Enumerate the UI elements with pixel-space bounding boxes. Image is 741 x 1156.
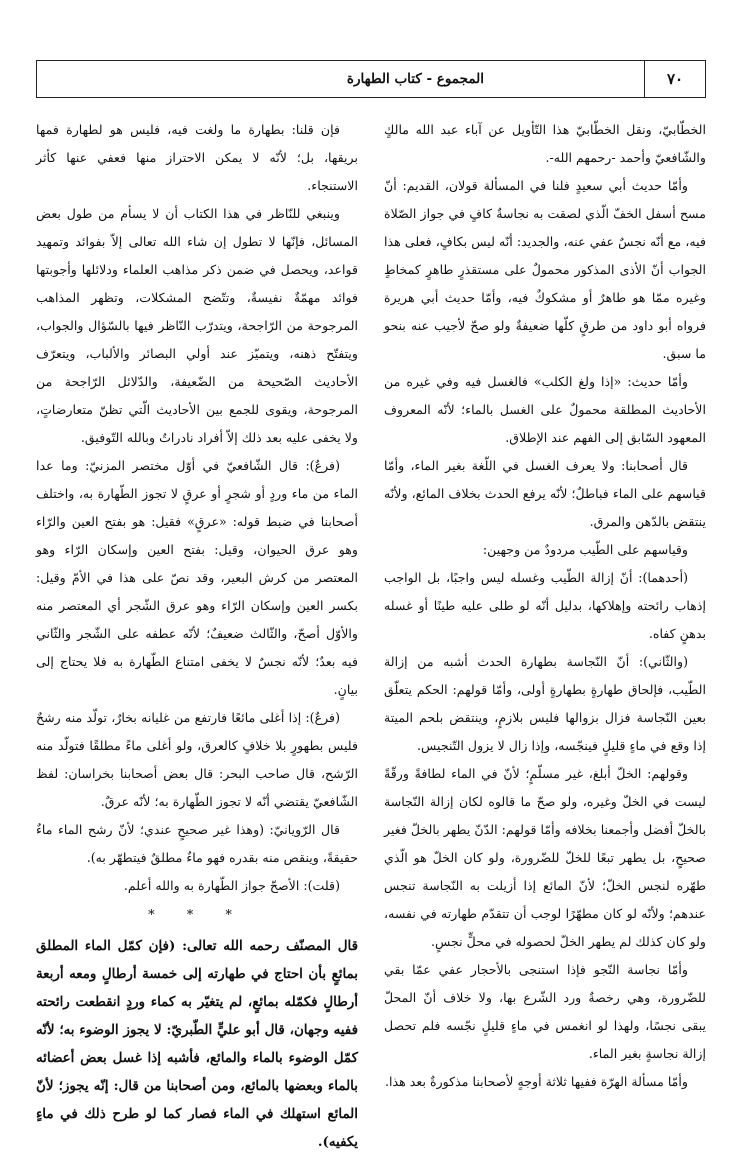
paragraph: وأمّا حديث: «إذا ولغ الكلب» فالغسل فيه وفي غيره من الأحاديث المطلقة محمولٌ على الغسل بالماء؛ لأنّه المعروف المعهود السّابق إلى الفهم عند الإطلاق. — [384, 374, 706, 445]
matn-paragraph: قال المصنّف رحمه الله تعالى: (فإن كمّل الماء المطلق بمائعٍ بأن احتاج في طهارته إلى خمسة أرطالٍ ومعه أربعة أرطالٍ فكمّله بمائعٍ، لم يتغيّر به كماء وردٍ انقطعت رائحته ففيه وجهان، قال أبو عليٍّ الطّبريّ: لا يجوز الوضوء به؛ لأنّه كمّل الوضوء بالماء والمائع، فأشبه إذا غسل بعض أعضائه بالماء وبعضها بالمائع، ومن أصحابنا من قال: إنّه يجوز؛ لأنّ المائع استهلك في الماء فصار كما لو طرح ذلك في ماءٍ يكفيه). — [36, 938, 358, 1150]
running-title: المجموع - كتاب الطهارة — [346, 71, 484, 87]
paragraph: وأمّا مسألة الهرّة ففيها ثلاثة أوجهٍ لأصحابنا مذكورةٌ بعد هذا. — [385, 1074, 688, 1089]
paragraph: وقياسهم على الطّيب مردودٌ من وجهين: — [482, 542, 688, 557]
paragraph: (قلت): الأصحّ جواز الطّهارة به والله أعلم. — [123, 878, 340, 893]
left-column — [36, 116, 358, 1150]
paragraph: وأمّا نجاسة النّجو فإذا استنجى بالأحجار عفي عمّا بقي للضّرورة، وهي رخصةٌ ورد الشّرع بها، ولا خلاف أنّ المحلّ يبقى نجسًا، ولهذا لو انغمس في ماءٍ قليلٍ نجّسه فلم تحصل إزالة نجاسةٍ بغير الماء. — [384, 962, 706, 1061]
paragraph: قال أصحابنا: ولا يعرف الغسل في اللّغة بغير الماء، وأمّا قياسهم على الماء فباطلٌ؛ لأنّه يرفع الحدث بخلاف المائع، ولأنّه ينتقض بالدّهن والمرق. — [384, 458, 706, 529]
paragraph: وينبغي للنّاظر في هذا الكتاب أن لا يسأم من طول بعض المسائل، فإنّها لا تطول إن شاء الله تعالى إلاّ بفوائد وتمهيد قواعد، ويحصل في ضمن ذكر مذاهب العلماء ودلائلها وأجوبتها فوائد مهمّةٌ نفيسةٌ، وتتّضح المشكلات، وتظهر المذاهب المرجوحة من الرّاجحة، ويتدرّب النّاظر فيها بالسّؤال والجواب، ويتفتّح ذهنه، ويتميّز عند أولي البصائر والألباب، ويتعرّف الأحاديث الصّحيحة من الضّعيفة، والدّلائل الرّاجحة من المرجوحة، ويقوى للجمع بين الأحاديث الّتي تظنّ متعارضاتٍ، ولا يخفى عليه بعد ذلك إلاّ أفراد نادراتٌ وبالله التّوفيق. — [36, 206, 358, 445]
paragraph: (أحدهما): أنّ إزالة الطّيب وغسله ليس واجبًا، بل الواجب إذهاب رائحته وإهلاكها، بدليل أنّه لو طلى عليه طينًا أو غسله بدهنٍ كفاه. — [384, 570, 706, 641]
section-divider-stars: * * * — [148, 908, 246, 923]
paragraph: وقولهم: الخلّ أبلغ، غير مسلّمٍ؛ لأنّ في الماء لطافةً ورقّةً ليست في الخلّ وغيره، ولو صحّ ما قالوه لكان إزالة النّجاسة بالخلّ أفضل وأجمعنا بخلافه وأمّا قولهم: الدّنّ يطهر بالخلّ فغير صحيحٍ، بل يطهر تبعًا للخلّ للضّرورة، ولو كان الخلّ هو الّذي طهّره لنجس الخلّ؛ لأنّ المائع إذا أزيلت به النّجاسة تنجس عندهم؛ ولأنّه لو كان مطهّرًا لوجب أن تتقدّم طهارته في نفسه، ولو كان كذلك لم يطهر الخلّ لحصوله في محلٍّ نجسٍ. — [384, 766, 706, 949]
paragraph: وأمّا حديث أبي سعيدٍ فلنا في المسألة قولان، القديم: أنّ مسح أسفل الخفّ الّذي لصقت به نجاسةٌ كافٍ في جواز الصّلاة فيه، مع أنّه نجسٌ عفي عنه، والجديد: أنّه ليس بكافٍ، فعلى هذا الجواب أنّ الأذى المذكور محمولٌ على مستقذرٍ طاهرٍ كمخاطٍ وغيره ممّا هو طاهرٌ أو مشكوكٌ فيه، وأمّا حديث أبي هريرة فرواه أبو داود من طرقٍ كلّها ضعيفةٌ ولو صحّ لأجيب عنه بنحو ما سبق. — [384, 178, 707, 361]
paragraph: (والثّاني): أنّ النّجاسة بطهارة الحدث أشبه من إزالة الطّيب، فإلحاق طهارةٍ بطهارةٍ أولى، وأمّا قولهم: الحكم يتعلّق بعين النّجاسة فزال بزوالها فليس بلازمٍ، وينتقض بلحم الميتة إذا وقع في ماءٍ قليلٍ فينجّسه، وإذا زال لا يزول التّنجيس. — [384, 654, 706, 753]
page-number: ٧٠ — [644, 61, 705, 97]
paragraph: الخطّابيّ، ونقل الخطّابيّ هذا التّأويل عن آباء عبد الله مالكٍ والشّافعيّ وأحمد -رحمهم الله-. — [384, 122, 706, 165]
paragraph: قال الرّويانيّ: (وهذا غير صحيحٍ عندي؛ لأنّ رشح الماء ماءٌ حقيقةً، وينقص منه بقدره فهو ماءٌ مطلقٌ فيتطهّر به). — [36, 822, 358, 865]
right-column — [384, 116, 706, 1106]
page-header — [36, 60, 706, 98]
paragraph: (فرعٌ): إذا أغلى مائعًا فارتفع من غليانه بخارٌ، تولّد منه رشحٌ فليس بطهورٍ بلا خلافٍ كالعرق، ولو أغلى ماءً مطلقًا فتولّد منه الرّشح، قال صاحب البحر: قال بعض أصحابنا بخراسان: لفظ الشّافعيّ يقتضي أنّه لا تجوز الطّهارة به؛ لأنّه عرقٌ. — [36, 710, 358, 809]
paragraph: (فرعٌ): قال الشّافعيّ في أوّل مختصر المزنيّ: وما عدا الماء من ماء وردٍ أو شجرٍ أو عرقٍ لا تجوز الطّهارة به، واختلف أصحابنا في ضبط قوله: «عرقٍ» فقيل: هو بفتح العين والرّاء وهو عرق الحيوان، وقيل: بفتح العين وإسكان الرّاء وهو المعتصر من كرش البعير، وقد نصّ على هذا في الأمّ وقيل: بكسر العين وإسكان الرّاء وهو عرق الشّجر أي المعتصر منه والأوّل أصحّ، والثّالث ضعيفٌ؛ لأنّه عطفه على الشّجر والثّاني فيه بعدٌ؛ لأنّه نجسٌ لا يخفى امتناع الطّهارة به فلا يحتاج إلى بيانٍ. — [36, 458, 358, 697]
paragraph: فإن قلنا: بطهارة ما ولغت فيه، فليس هو لطهارة فمها بريقها، بل؛ لأنّه لا يمكن الاحتراز منها فعفي عنها كأثر الاستنجاء. — [36, 122, 358, 193]
